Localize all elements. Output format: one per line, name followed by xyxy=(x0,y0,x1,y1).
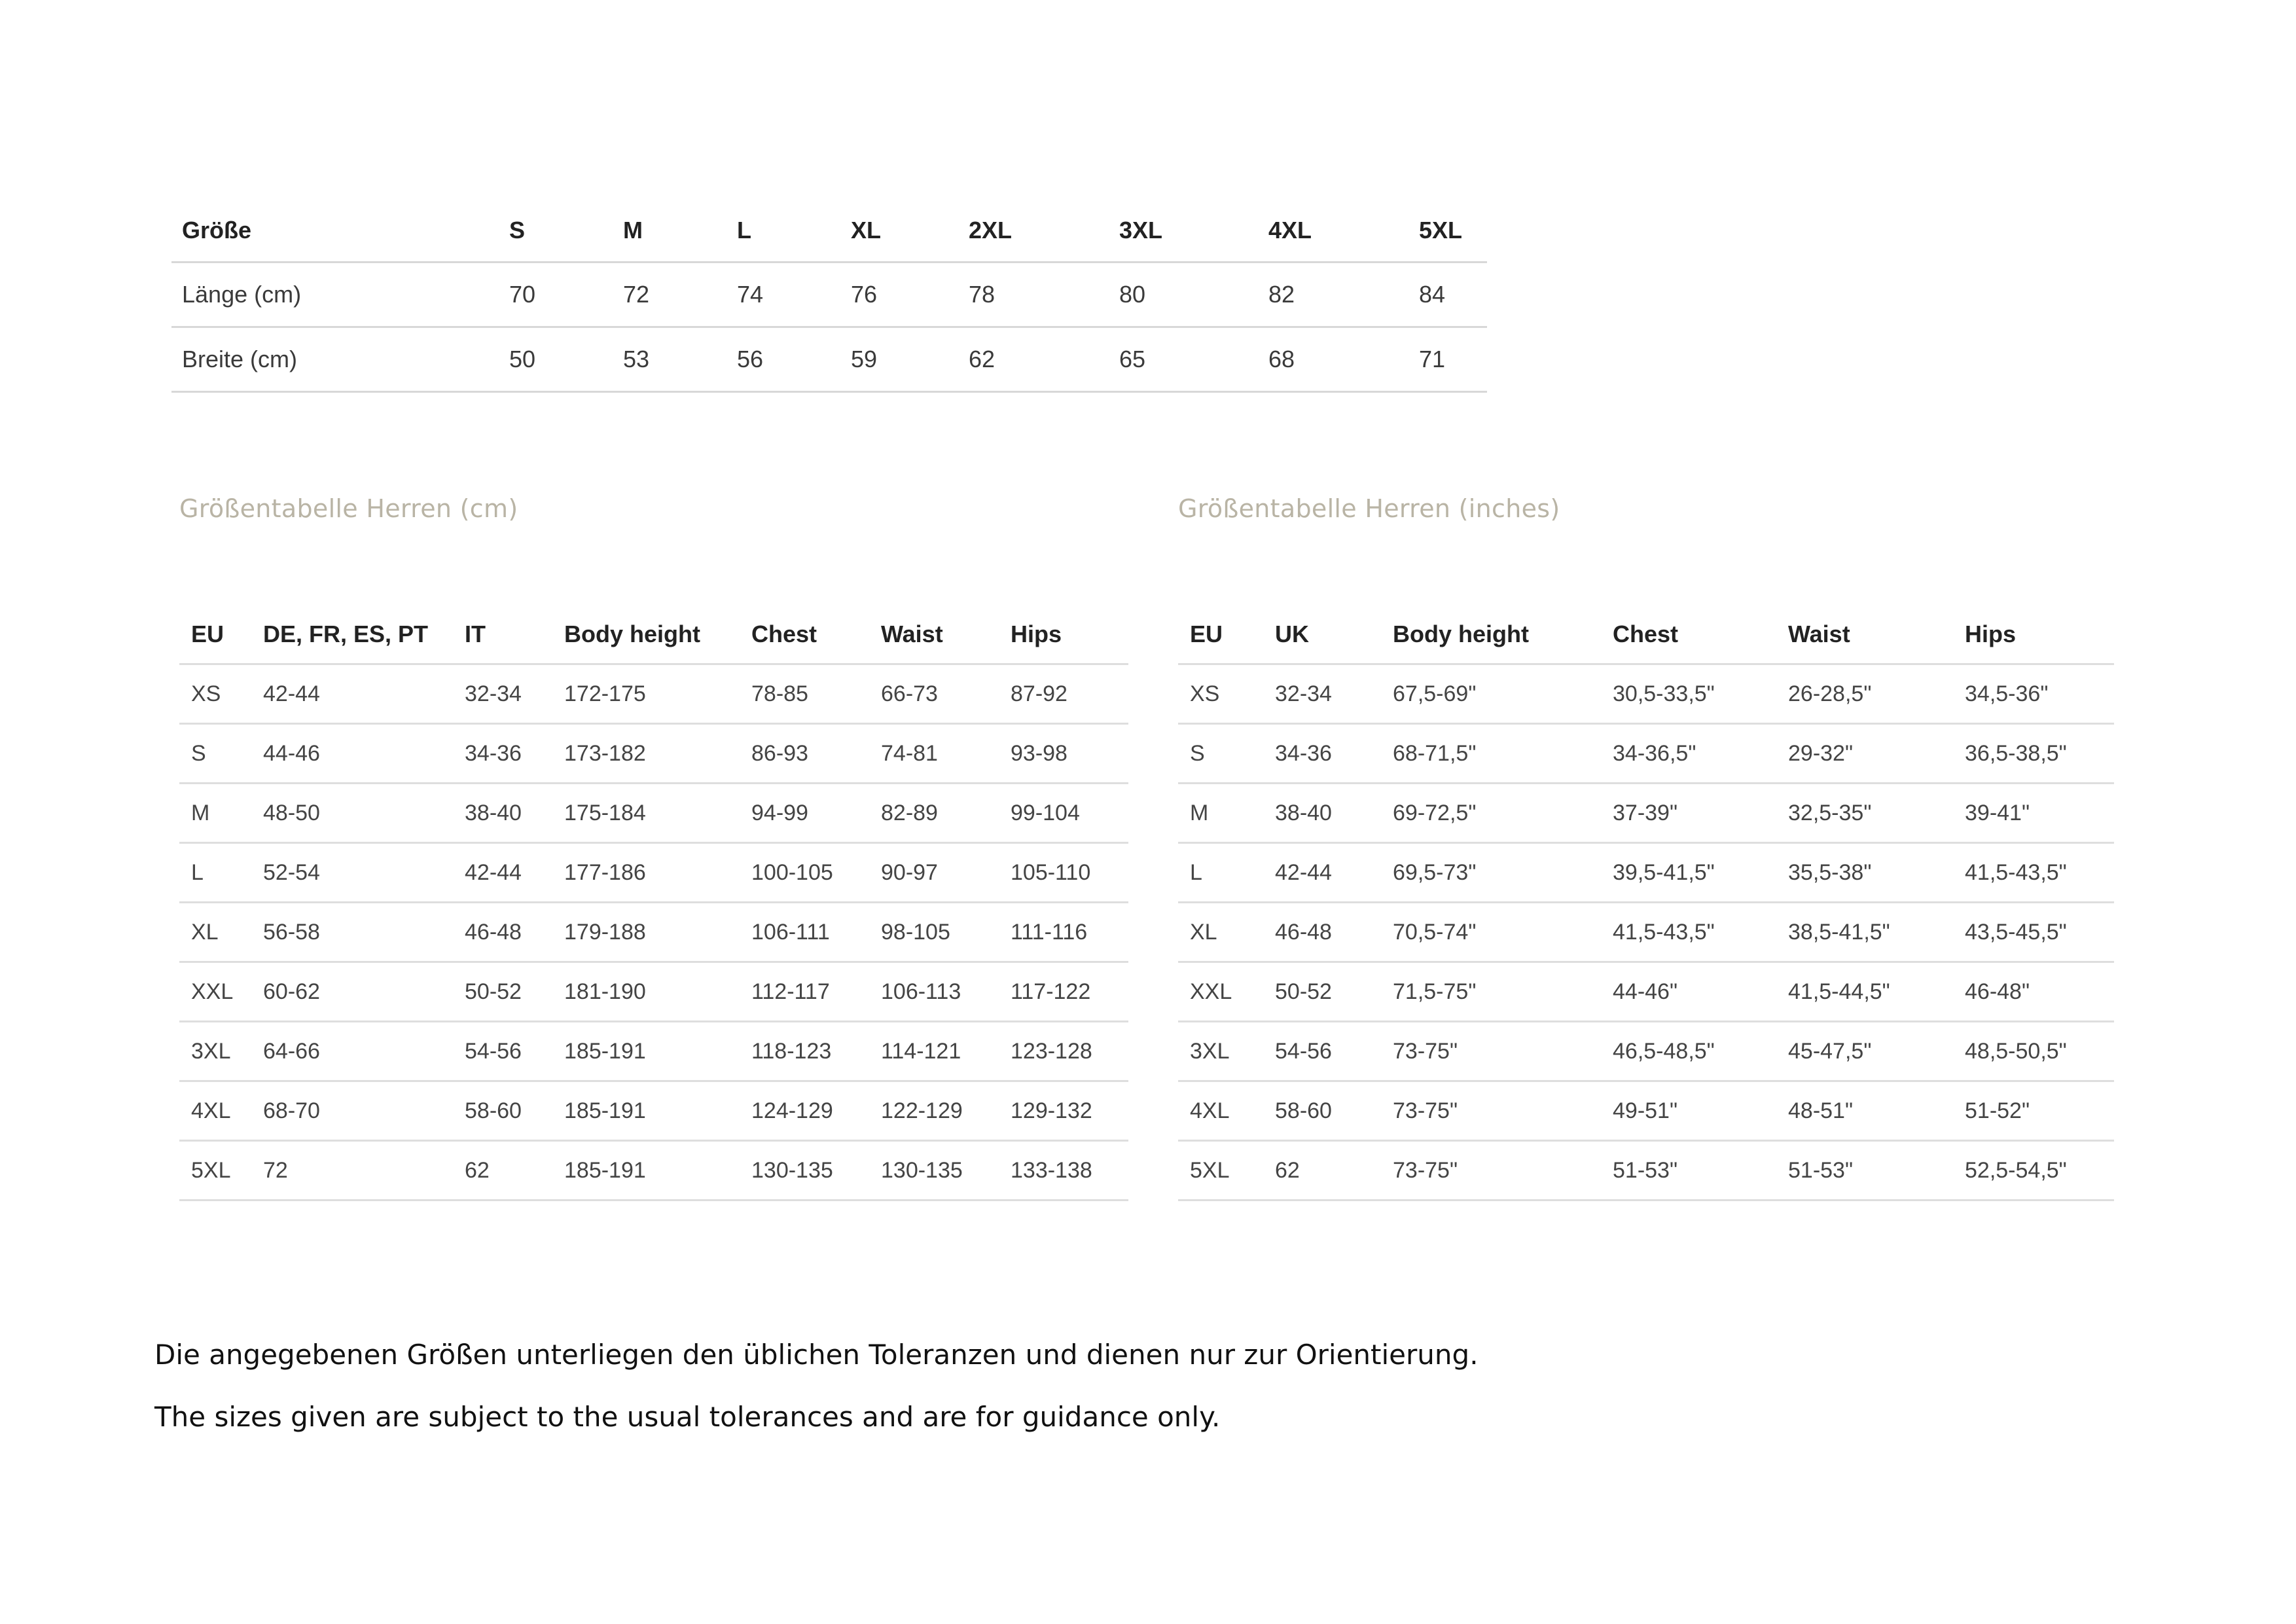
table-cell: 38-40 xyxy=(1275,800,1332,825)
table-row xyxy=(1178,1141,2114,1200)
table-row xyxy=(171,327,1487,392)
table-cell: 62 xyxy=(1275,1157,1300,1183)
table-cell: 50 xyxy=(509,346,536,372)
table-cell: 68 xyxy=(1268,346,1295,372)
table-row xyxy=(1178,1081,2114,1141)
table-cell: 59 xyxy=(851,346,878,372)
row-label-cell: 3XL xyxy=(1190,1038,1230,1064)
table-cell: 42-44 xyxy=(1275,859,1332,885)
row-label-cell: XXL xyxy=(1190,979,1232,1004)
table-cell: 69-72,5" xyxy=(1393,800,1477,825)
table-cell: 39,5-41,5" xyxy=(1613,859,1715,885)
table-cell: 51-53" xyxy=(1788,1157,1854,1183)
table-header-row xyxy=(1178,605,2114,664)
row-label-cell: S xyxy=(191,740,206,766)
column-header: EU xyxy=(1190,621,1223,647)
table-cell: 32-34 xyxy=(1275,681,1332,706)
table-cell: 129-132 xyxy=(1011,1098,1092,1123)
table-row xyxy=(179,664,1128,724)
table-cell: 46,5-48,5" xyxy=(1613,1038,1715,1064)
table-cell: 130-135 xyxy=(881,1157,963,1183)
table-cell: 114-121 xyxy=(881,1038,961,1064)
table-cell: 54-56 xyxy=(465,1038,522,1064)
table-cell: 100-105 xyxy=(751,859,833,885)
row-label-cell: XS xyxy=(1190,681,1220,706)
table-cell: 73-75" xyxy=(1393,1098,1458,1123)
table-cell: 64-66 xyxy=(263,1038,320,1064)
table-cell: 90-97 xyxy=(881,859,938,885)
table-cell: 68-70 xyxy=(263,1098,320,1123)
table-cell: 50-52 xyxy=(1275,979,1332,1004)
table-cell: 80 xyxy=(1119,281,1146,308)
table-cell: 48-51" xyxy=(1788,1098,1854,1123)
table-cell: 118-123 xyxy=(751,1038,832,1064)
table-cell: 58-60 xyxy=(1275,1098,1332,1123)
table-cell: 32-34 xyxy=(465,681,522,706)
column-header: Chest xyxy=(751,621,817,647)
column-header: Waist xyxy=(881,621,943,647)
table-row xyxy=(179,1022,1128,1081)
table-cell: 50-52 xyxy=(465,979,522,1004)
table-row xyxy=(1178,724,2114,784)
table-cell: 65 xyxy=(1119,346,1146,372)
table-cell: 68-71,5" xyxy=(1393,740,1477,766)
table-row xyxy=(179,724,1128,784)
table-cell: 106-113 xyxy=(881,979,961,1004)
table-cell: 46-48 xyxy=(1275,919,1332,945)
tolerance-note-english: The sizes given are subject to the usual tolerances and are for guidance only. xyxy=(154,1401,1221,1433)
tolerance-note-german: Die angegebenen Größen unterliegen den üblichen Toleranzen und dienen nur zur Orientierung. xyxy=(154,1339,1479,1371)
table-row xyxy=(179,1081,1128,1141)
table-cell: 46-48 xyxy=(465,919,522,945)
product-table-header xyxy=(171,200,1487,262)
table-cell: 53 xyxy=(623,346,650,372)
column-header: L xyxy=(737,217,751,244)
table-cell: 78-85 xyxy=(751,681,808,706)
table-cell: 45-47,5" xyxy=(1788,1038,1872,1064)
table-cell: 37-39" xyxy=(1613,800,1678,825)
column-header: Hips xyxy=(1965,621,2017,647)
table-cell: 72 xyxy=(623,281,650,308)
table-row xyxy=(1178,1022,2114,1081)
table-cell: 173-182 xyxy=(564,740,646,766)
table-cell: 124-129 xyxy=(751,1098,833,1123)
row-label-cell: L xyxy=(191,859,204,885)
table-row xyxy=(179,962,1128,1022)
table-cell: 56-58 xyxy=(263,919,320,945)
column-header: Body height xyxy=(1393,621,1529,647)
table-cell: 122-129 xyxy=(881,1098,963,1123)
column-header: UK xyxy=(1275,621,1309,647)
table-cell: 52-54 xyxy=(263,859,320,885)
table-header-row xyxy=(171,200,1487,262)
table-cell: 84 xyxy=(1419,281,1446,308)
table-cell: 76 xyxy=(851,281,878,308)
table-cell: 56 xyxy=(737,346,764,372)
table-cell: 30,5-33,5" xyxy=(1613,681,1715,706)
row-label-cell: XS xyxy=(191,681,221,706)
table-cell: 82 xyxy=(1268,281,1295,308)
table-cell: 66-73 xyxy=(881,681,938,706)
table-cell: 39-41" xyxy=(1965,800,2030,825)
cm-table-body xyxy=(179,664,1128,1200)
table-cell: 181-190 xyxy=(564,979,646,1004)
table-cell: 70 xyxy=(509,281,536,308)
table-cell: 87-92 xyxy=(1011,681,1067,706)
table-cell: 74 xyxy=(737,281,764,308)
table-cell: 51-52" xyxy=(1965,1098,2030,1123)
inch-table-body xyxy=(1178,664,2114,1200)
table-cell: 32,5-35" xyxy=(1788,800,1872,825)
table-row xyxy=(179,903,1128,962)
table-cell: 71 xyxy=(1419,346,1446,372)
table-cell: 36,5-38,5" xyxy=(1965,740,2067,766)
row-label-cell: Breite (cm) xyxy=(182,346,298,372)
table-row xyxy=(1178,962,2114,1022)
product-table-body xyxy=(171,262,1487,392)
table-cell: 94-99 xyxy=(751,800,808,825)
column-header: Waist xyxy=(1788,621,1850,647)
cm-table-title: Größentabelle Herren (cm) xyxy=(179,494,518,523)
table-cell: 112-117 xyxy=(751,979,830,1004)
table-row xyxy=(171,262,1487,327)
table-cell: 38-40 xyxy=(465,800,522,825)
column-header: XL xyxy=(851,217,882,244)
table-cell: 111-116 xyxy=(1011,919,1088,945)
table-cell: 29-32" xyxy=(1788,740,1854,766)
column-header: DE, FR, ES, PT xyxy=(263,621,429,647)
product-measurement-table xyxy=(171,200,1487,393)
table-cell: 41,5-43,5" xyxy=(1965,859,2067,885)
inch-table-header xyxy=(1178,605,2114,664)
row-label-cell: M xyxy=(1190,800,1209,825)
table-header-row xyxy=(179,605,1128,664)
table-cell: 62 xyxy=(465,1157,490,1183)
table-cell: 41,5-43,5" xyxy=(1613,919,1715,945)
table-cell: 34-36,5" xyxy=(1613,740,1696,766)
table-cell: 67,5-69" xyxy=(1393,681,1477,706)
table-row xyxy=(1178,903,2114,962)
table-cell: 26-28,5" xyxy=(1788,681,1872,706)
table-cell: 35,5-38" xyxy=(1788,859,1872,885)
table-cell: 44-46 xyxy=(263,740,320,766)
table-cell: 78 xyxy=(969,281,996,308)
row-label-cell: 3XL xyxy=(191,1038,231,1064)
column-header: S xyxy=(509,217,526,244)
table-cell: 98-105 xyxy=(881,919,950,945)
column-header: Hips xyxy=(1011,621,1062,647)
table-cell: 73-75" xyxy=(1393,1157,1458,1183)
table-cell: 99-104 xyxy=(1011,800,1080,825)
table-cell: 46-48" xyxy=(1965,979,2030,1004)
table-cell: 44-46" xyxy=(1613,979,1678,1004)
table-cell: 42-44 xyxy=(263,681,320,706)
row-label-cell: 5XL xyxy=(1190,1157,1230,1183)
table-cell: 133-138 xyxy=(1011,1157,1092,1183)
table-cell: 70,5-74" xyxy=(1393,919,1477,945)
table-cell: 34,5-36" xyxy=(1965,681,2049,706)
table-cell: 48,5-50,5" xyxy=(1965,1038,2067,1064)
column-header: 5XL xyxy=(1419,217,1463,244)
table-cell: 60-62 xyxy=(263,979,320,1004)
table-cell: 72 xyxy=(263,1157,288,1183)
table-cell: 117-122 xyxy=(1011,979,1091,1004)
table-cell: 130-135 xyxy=(751,1157,833,1183)
column-header: EU xyxy=(191,621,224,647)
table-row xyxy=(1178,784,2114,843)
column-header: 2XL xyxy=(969,217,1013,244)
table-cell: 123-128 xyxy=(1011,1038,1092,1064)
table-row xyxy=(1178,664,2114,724)
table-cell: 93-98 xyxy=(1011,740,1067,766)
table-cell: 62 xyxy=(969,346,996,372)
column-header: Body height xyxy=(564,621,700,647)
table-cell: 48-50 xyxy=(263,800,320,825)
inch-table-title: Größentabelle Herren (inches) xyxy=(1178,494,1560,523)
table-cell: 34-36 xyxy=(465,740,522,766)
table-cell: 74-81 xyxy=(881,740,938,766)
cm-table-header xyxy=(179,605,1128,664)
row-label-cell: XL xyxy=(1190,919,1217,945)
table-cell: 43,5-45,5" xyxy=(1965,919,2067,945)
table-cell: 54-56 xyxy=(1275,1038,1332,1064)
table-cell: 38,5-41,5" xyxy=(1788,919,1890,945)
table-cell: 82-89 xyxy=(881,800,938,825)
table-cell: 71,5-75" xyxy=(1393,979,1477,1004)
table-cell: 172-175 xyxy=(564,681,646,706)
table-cell: 58-60 xyxy=(465,1098,522,1123)
table-cell: 185-191 xyxy=(564,1157,646,1183)
table-cell: 73-75" xyxy=(1393,1038,1458,1064)
size-table-cm xyxy=(179,605,1128,1201)
table-cell: 69,5-73" xyxy=(1393,859,1477,885)
size-table-inches xyxy=(1178,605,2114,1201)
column-header: M xyxy=(623,217,643,244)
table-cell: 106-111 xyxy=(751,919,830,945)
column-header: 4XL xyxy=(1268,217,1312,244)
table-cell: 86-93 xyxy=(751,740,808,766)
table-row xyxy=(179,843,1128,903)
column-header: Größe xyxy=(182,217,252,244)
table-cell: 175-184 xyxy=(564,800,646,825)
table-cell: 177-186 xyxy=(564,859,646,885)
row-label-cell: M xyxy=(191,800,210,825)
table-row xyxy=(1178,843,2114,903)
table-cell: 49-51" xyxy=(1613,1098,1678,1123)
table-cell: 42-44 xyxy=(465,859,522,885)
table-cell: 52,5-54,5" xyxy=(1965,1157,2067,1183)
row-label-cell: 5XL xyxy=(191,1157,231,1183)
table-row xyxy=(179,1141,1128,1200)
table-cell: 41,5-44,5" xyxy=(1788,979,1890,1004)
row-label-cell: Länge (cm) xyxy=(182,281,302,308)
table-cell: 185-191 xyxy=(564,1038,646,1064)
column-header: IT xyxy=(465,621,486,647)
table-cell: 179-188 xyxy=(564,919,646,945)
row-label-cell: S xyxy=(1190,740,1205,766)
table-cell: 34-36 xyxy=(1275,740,1332,766)
column-header: Chest xyxy=(1613,621,1679,647)
table-cell: 51-53" xyxy=(1613,1157,1678,1183)
row-label-cell: XL xyxy=(191,919,219,945)
column-header: 3XL xyxy=(1119,217,1163,244)
row-label-cell: 4XL xyxy=(1190,1098,1230,1123)
row-label-cell: L xyxy=(1190,859,1202,885)
row-label-cell: XXL xyxy=(191,979,234,1004)
table-cell: 185-191 xyxy=(564,1098,646,1123)
table-row xyxy=(179,784,1128,843)
table-cell: 105-110 xyxy=(1011,859,1091,885)
row-label-cell: 4XL xyxy=(191,1098,231,1123)
